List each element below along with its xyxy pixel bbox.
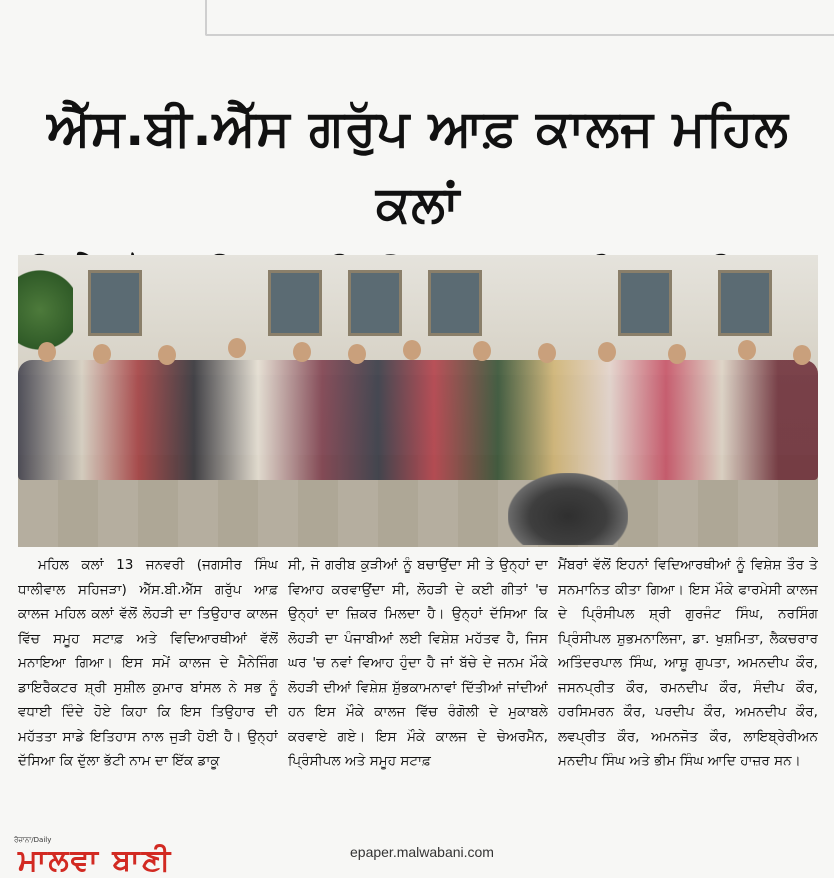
photo-head <box>228 338 246 358</box>
article-column-2: ਸੀ, ਜੋ ਗਰੀਬ ਕੁੜੀਆਂ ਨੂੰ ਬਚਾਉਂਦਾ ਸੀ ਤੇ ਉਨ੍ਹਾਂ ਦਾ ਵਿਆਹ ਕਰਵਾਉਂਦਾ ਸੀ, ਲੋਹੜੀ ਦੇ ਕਈ ਗੀਤਾਂ 'ਚ ਉਨ੍ਹਾਂ ਦਾ ਜ਼ਿਕਰ ਮਿਲਦਾ ਹੈ। ਉਨ੍ਹਾਂ ਦੱਸਿਆ ਕਿ ਲੋਹੜੀ ਦਾ ਪੰਜਾਬੀਆਂ ਲਈ ਵਿਸ਼ੇਸ਼ ਮਹੱਤਵ ਹੈ, ਜਿਸ ਘਰ 'ਚ ਨਵਾਂ ਵਿਆਹ ਹੁੰਦਾ ਹੈ ਜਾਂ ਬੱਚੇ ਦੇ ਜਨਮ ਮੌਕੇ ਲੋਹੜੀ ਦੀਆਂ ਵਿਸ਼ੇਸ਼ ਸ਼ੁੱਭਕਾਮਨਾਵਾਂ ਦਿੱਤੀਆਂ ਜਾਂਦੀਆਂ ਹਨ ਇਸ ਮੌਕੇ ਕਾਲਜ ਵਿੱਚ ਰੰਗੋਲੀ ਦੇ ਮੁਕਾਬਲੇ ਕਰਵਾਏ ਗਏ। ਇਸ ਮੌਕੇ ਕਾਲਜ ਦੇ ਚੇਅਰਮੈਨ, ਪ੍ਰਿੰਸੀਪਲ ਅਤੇ ਸਮੂਹ ਸਟਾਫ਼ <box>288 557 548 769</box>
article-body <box>18 553 818 843</box>
photo-head <box>38 342 56 362</box>
article-column-3: ਮੈਂਬਰਾਂ ਵੱਲੋਂ ਇਹਨਾਂ ਵਿਦਿਆਰਥੀਆਂ ਨੂੰ ਵਿਸ਼ੇਸ਼ ਤੌਰ ਤੇ ਸਨਮਾਨਿਤ ਕੀਤਾ ਗਿਆ। ਇਸ ਮੌਕੇ ਫਾਰਮੇਸੀ ਕਾਲਜ ਦੇ ਪ੍ਰਿੰਸੀਪਲ ਸ਼੍ਰੀ ਗੁਰਜੰਟ ਸਿੰਘ, ਨਰਸਿੰਗ ਪ੍ਰਿੰਸੀਪਲ ਸ਼ੁਭਮਨਾਲਿਜਾ, ਡਾ. ਖੁਸ਼ਮਿਤਾ, ਲੈਕਚਰਾਰ ਅਤਿੰਦਰਪਾਲ ਸਿੰਘ, ਆਸ਼ੂ ਗੁਪਤਾ, ਅਮਨਦੀਪ ਕੌਰ, ਜਸਨਪ੍ਰੀਤ ਕੌਰ, ਰਮਨਦੀਪ ਕੌਰ, ਸੰਦੀਪ ਕੌਰ, ਹਰਸਿਮਰਨ ਕੌਰ, ਪਰਦੀਪ ਕੌਰ, ਅਮਨਦੀਪ ਕੌਰ, ਲਵਪ੍ਰੀਤ ਕੌਰ, ਅਮਨਜੋਤ ਕੌਰ, ਲਾਇਬ੍ਰੇਰੀਅਨ ਮਨਦੀਪ ਸਿੰਘ ਅਤੇ ਭੀਮ ਸਿੰਘ ਆਦਿ ਹਾਜ਼ਰ ਸਨ। <box>558 557 818 769</box>
photo-window <box>268 270 322 336</box>
photo-head <box>348 344 366 364</box>
photo-window <box>718 270 772 336</box>
photo-head <box>93 344 111 364</box>
headline-line-1: ਐੱਸ.ਬੀ.ਐੱਸ ਗਰੁੱਪ ਆਫ਼ ਕਾਲਜ ਮਹਿਲ ਕਲਾਂ <box>47 99 789 233</box>
photo-head <box>473 341 491 361</box>
newspaper-logo: ਮਾਲਵਾ ਬਾਣੀ <box>18 843 173 878</box>
photo-window <box>88 270 142 336</box>
bonfire <box>508 473 628 545</box>
article-column-1: ਮਹਿਲ ਕਲਾਂ 13 ਜਨਵਰੀ (ਜਗਸੀਰ ਸਿੰਘ ਧਾਲੀਵਾਲ ਸਹਿਜੜਾ) ਐੱਸ.ਬੀ.ਐੱਸ ਗਰੁੱਪ ਆਫ਼ ਕਾਲਜ ਮਹਿਲ ਕਲਾਂ ਵੱਲੋਂ ਲੋਹੜੀ ਦਾ ਤਿਉਹਾਰ ਕਾਲਜ ਵਿੱਚ ਸਮੂਹ ਸਟਾਫ਼ ਅਤੇ ਵਿਦਿਆਰਥੀਆਂ ਵੱਲੋਂ ਮਨਾਇਆ ਗਿਆ। ਇਸ ਸਮੇਂ ਕਾਲਜ ਦੇ ਮੈਨੇਜਿੰਗ ਡਾਇਰੈਕਟਰ ਸ਼੍ਰੀ ਸੁਸ਼ੀਲ ਕੁਮਾਰ ਬਾਂਸਲ ਨੇ ਸਭ ਨੂੰ ਵਧਾਈ ਦਿੰਦੇ ਹੋਏ ਕਿਹਾ ਕਿ ਇਸ ਤਿਉਹਾਰ ਦੀ ਮਹੱਤਤਾ ਸਾਡੇ ਇਤਿਹਾਸ ਨਾਲ ਜੁੜੀ ਹੋਈ ਹੈ। ਉਨ੍ਹਾਂ ਦੱਸਿਆ ਕਿ ਦੁੱਲਾ ਭੱਟੀ ਨਾਮ ਦਾ ਇੱਕ ਡਾਕੂ <box>18 557 278 769</box>
photo-head <box>158 345 176 365</box>
photo-window <box>618 270 672 336</box>
masthead <box>10 836 834 878</box>
photo-head <box>538 343 556 363</box>
photo-head <box>668 344 686 364</box>
photo-window <box>428 270 482 336</box>
photo-head <box>403 340 421 360</box>
epaper-url: epaper.malwabani.com <box>350 844 494 860</box>
photo-crowd <box>18 350 818 500</box>
photo-head <box>293 342 311 362</box>
photo-head <box>793 345 811 365</box>
masthead-tag: ਰੋਜ਼ਾਨਾ/Daily <box>14 836 52 844</box>
group-photo <box>18 255 818 547</box>
photo-window <box>348 270 402 336</box>
photo-head <box>598 342 616 362</box>
photo-head <box>738 340 756 360</box>
page-border <box>205 0 834 36</box>
photo-people <box>18 360 818 480</box>
